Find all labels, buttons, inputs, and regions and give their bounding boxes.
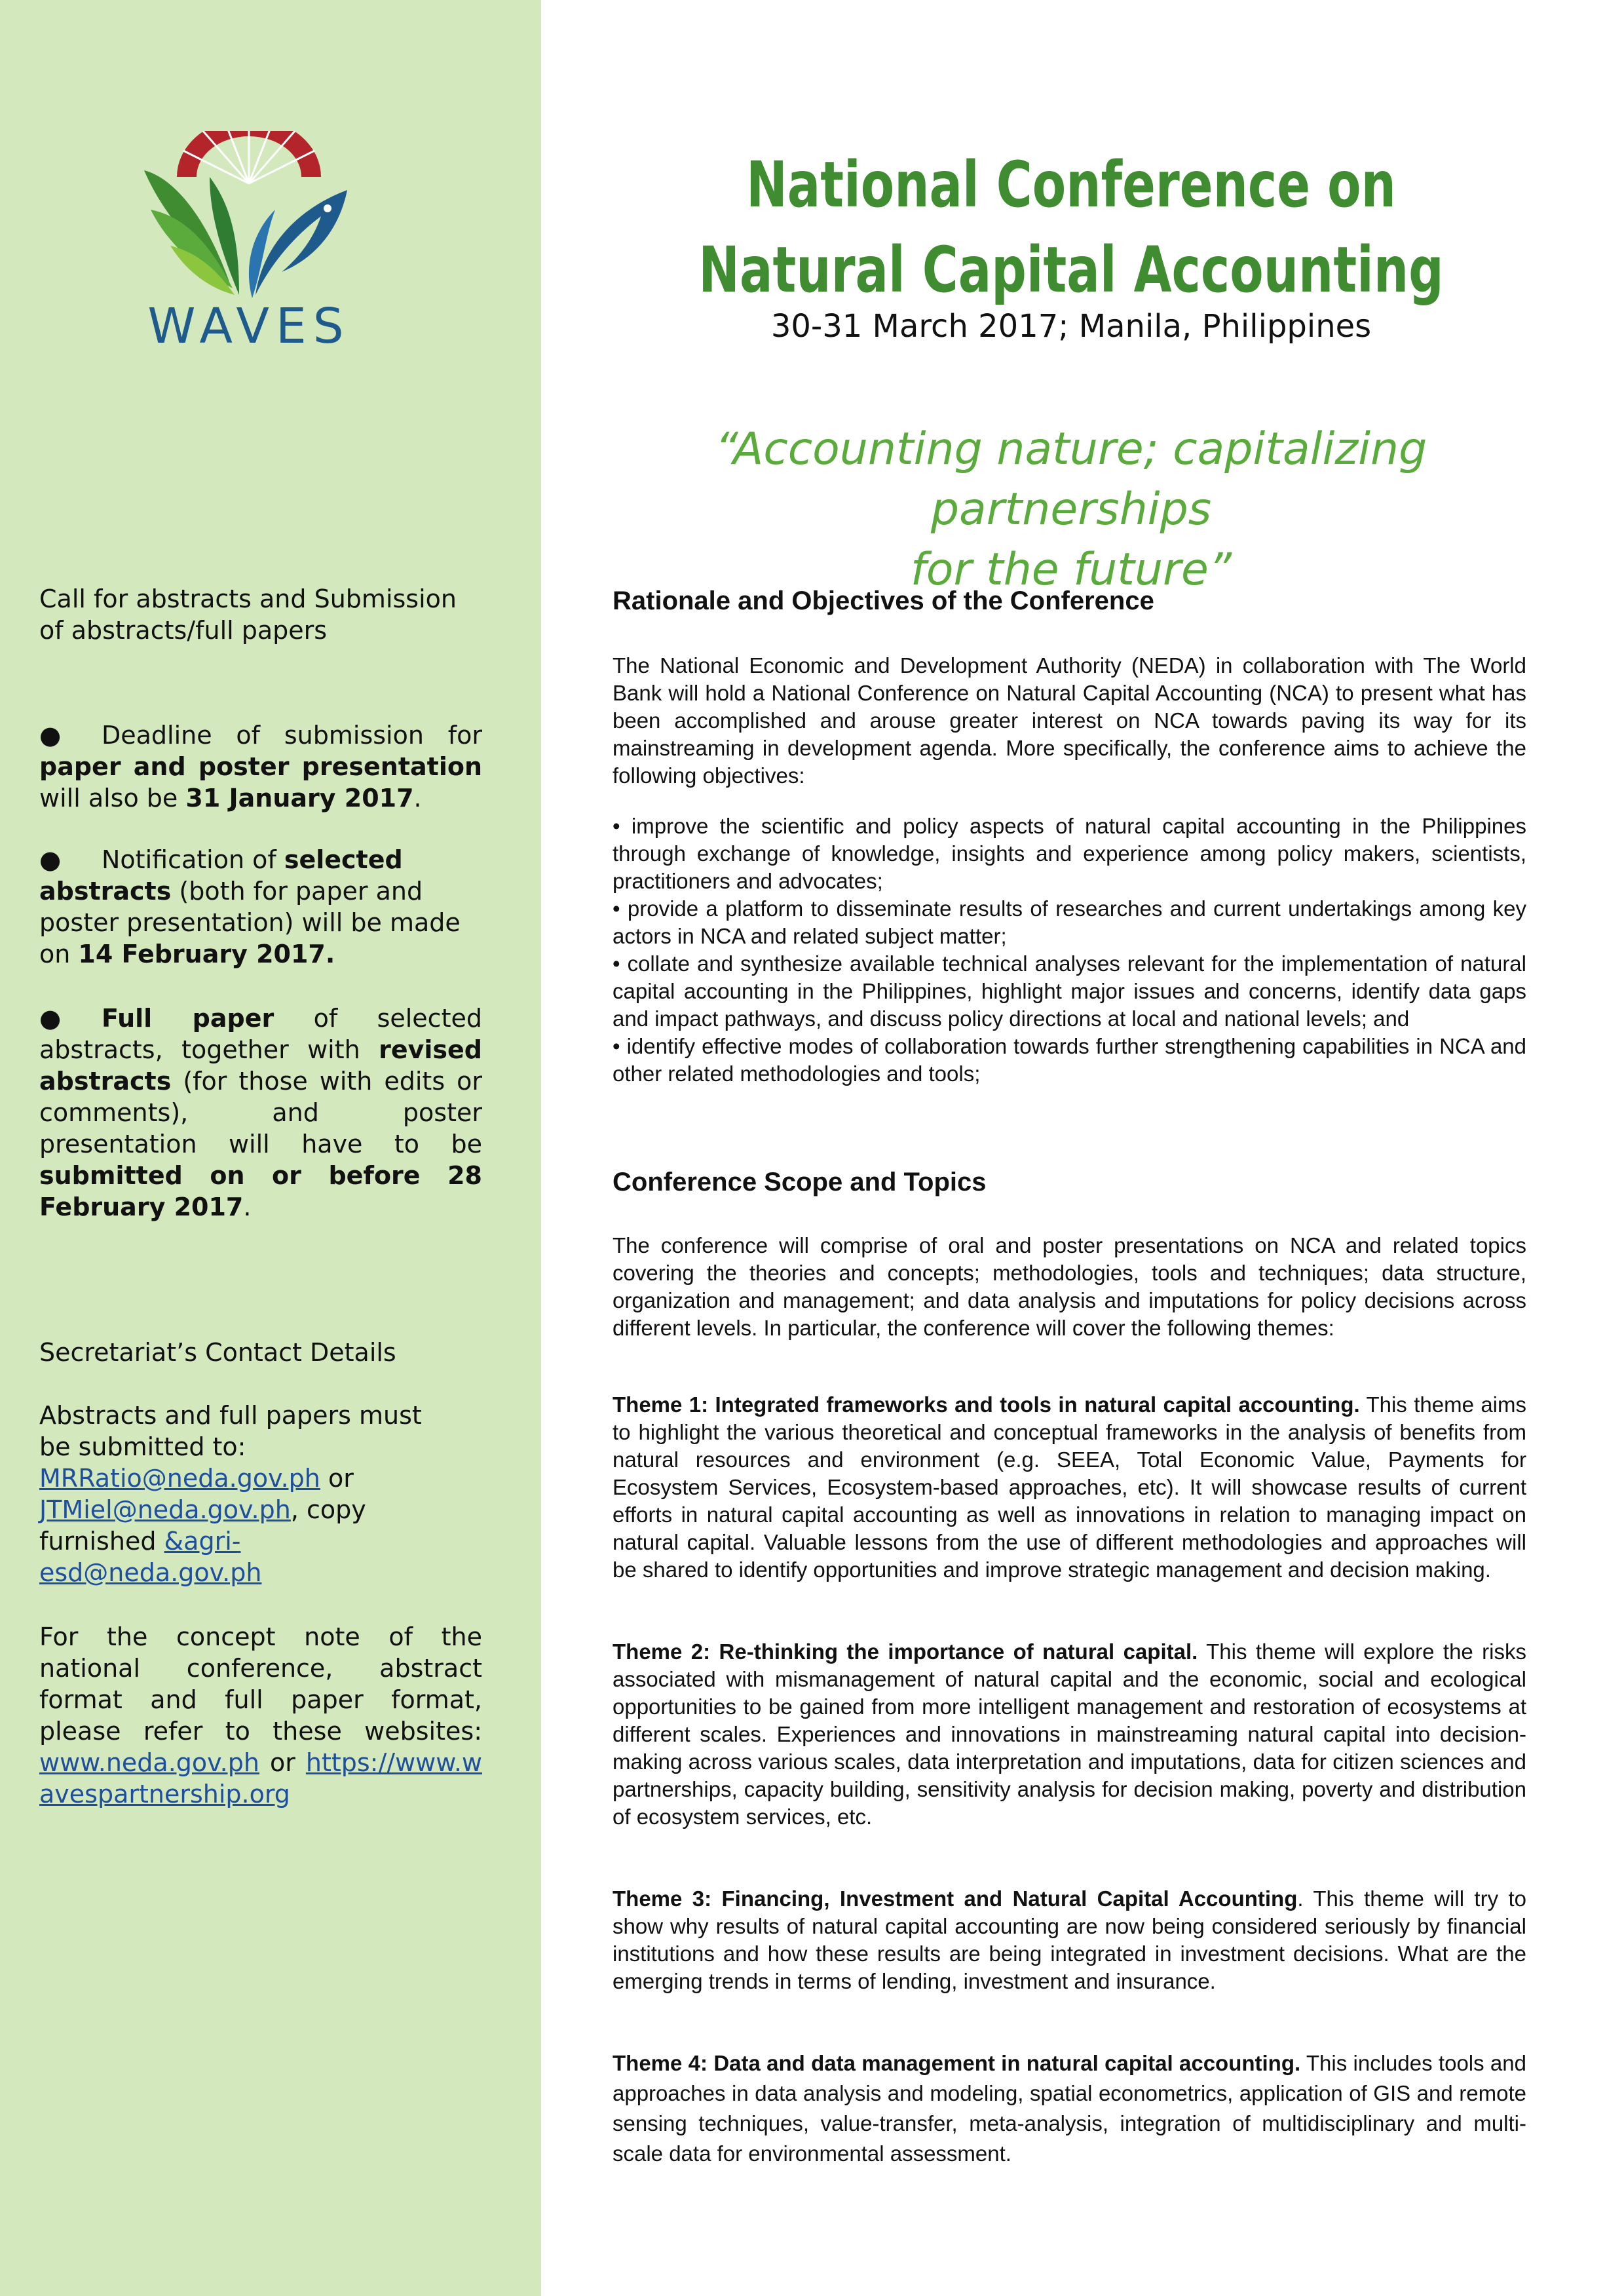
bullet-icon: ● [39, 1004, 62, 1033]
rationale-heading: Rationale and Objectives of the Conference [613, 586, 1154, 615]
notification-text-c: (both for paper and poster presentation) will be made on [39, 877, 461, 968]
theme-title: Theme 4: Data and data management in natural capital accounting. [613, 2051, 1301, 2075]
scope-intro [613, 1232, 1526, 1342]
rationale-intro [613, 652, 1526, 790]
theme-text: This theme aims to highlight the various theoretical and conceptual frameworks in the analysis of benefits from natural resources and environment (e.g. SEEA, Total Economic Value, Payments for Ecosystem Services, Ecosystem-based approaches, etc). It will showcase results of current efforts in natural capital accounting as well as innovations in relation to managing impact on natural capital. Valuable lessons from the use of different methodologies and approaches will be shared to identify opportunities and improve strategic management and decision making. [613, 1392, 1526, 1582]
theme-2 [613, 1638, 1526, 1831]
contact-heading-text: Secretariat’s Contact Details [39, 1338, 396, 1367]
deadline-text-e: . [413, 784, 422, 813]
email-link-3[interactable]: &agri-esd@neda.gov.ph [39, 1527, 262, 1587]
notification-item [39, 844, 482, 970]
bullet-icon: ● [39, 845, 62, 874]
objective-item: • identify effective modes of collaboration towards further strengthening capabilities in NCA and other related methodologies and tools; [613, 1034, 1526, 1086]
slogan-line2: for the future” [910, 544, 1232, 596]
fullpaper-text-c: revised abstracts [39, 1035, 482, 1096]
scope-intro-text: The conference will comprise of oral and poster presentations on NCA and related topics covering the theories and concepts; methodologies, tools and techniques; data structure, organization and management; and data analysis and imputations for policy decisions across different levels. In particular, the conference will cover the following themes: [613, 1233, 1526, 1340]
theme-title: Theme 1: Integrated frameworks and tools in natural capital accounting. [613, 1392, 1360, 1417]
scope-heading: Conference Scope and Topics [613, 1168, 987, 1196]
theme-title: Theme 2: Re-thinking the importance of natural capital. [613, 1639, 1198, 1664]
email-link-1[interactable]: MRRatio@neda.gov.ph [39, 1464, 320, 1493]
theme-text: This includes tools and approaches in data analysis and modeling, spatial econometrics, application of GIS and remote sensing techniques, value-transfer, meta-analysis, integration of multidisciplinary and multi-scale data for environmental assessment. [613, 2051, 1526, 2166]
fullpaper-text-b: of selected abstracts, together with [39, 1004, 482, 1064]
deadline-text-c: will also be [39, 784, 186, 813]
contact-text-a: Abstracts and full papers must be submitted to: [39, 1401, 422, 1461]
contact-text-b: or [320, 1464, 354, 1493]
contact-heading [39, 1337, 482, 1368]
deadline-text-b: paper and poster presentation [39, 752, 482, 781]
conference-title-line1: National Conference on [746, 148, 1396, 221]
fullpaper-date: submitted on or before 28 February 2017 [39, 1161, 482, 1221]
theme-4 [613, 2048, 1526, 2169]
contact-details [39, 1400, 482, 1588]
conference-dates: 30-31 March 2017; Manila, Philippines [770, 308, 1372, 345]
fullpaper-text-d: (for those with edits or comments), and poster presentation will have to be [39, 1067, 482, 1158]
websites-info [39, 1621, 482, 1810]
objective-item: • collate and synthesize available technical analyses relevant for the implementation of natural capital accounting in the Philippines, highlight major issues and concerns, identify data gaps and impact pathways, and discuss policy directions at local and national levels; and [613, 951, 1526, 1031]
bullet-icon: ● [39, 721, 62, 750]
websites-text-b: or [259, 1748, 306, 1777]
full-paper-item [39, 1003, 482, 1223]
deadline-date: 31 January 2017 [185, 784, 414, 813]
rationale-intro-text: The National Economic and Development Authority (NEDA) in collaboration with The World Bank will hold a National Conference on Natural Capital Accounting (NCA) to present what has been accomplished and arouse greater interest on NCA towards paving its way for its mainstreaming in development agenda. More specifically, the conference aims to achieve the following objectives: [613, 653, 1526, 788]
theme-text: . This theme will try to show why results of natural capital accounting are now being considered seriously by financial institutions and how these results are being integrated in investment decisions. What are the emerging trends in terms of lending, investment and insurance. [613, 1886, 1527, 1993]
theme-3 [613, 1885, 1526, 1995]
deadline-item [39, 719, 482, 814]
notification-text-a: Notification of [102, 845, 284, 874]
fullpaper-text-f: . [243, 1193, 252, 1221]
notification-date: 14 February 2017. [78, 940, 335, 968]
website-link-neda[interactable]: www.neda.gov.ph [39, 1748, 259, 1777]
deadline-text-a: Deadline of submission for [102, 721, 482, 750]
objectives-list [613, 813, 1526, 1088]
email-link-2[interactable]: JTMiel@neda.gov.ph [39, 1495, 291, 1524]
logo-wordmark: WAVES [147, 298, 350, 354]
objective-item: • improve the scientific and policy aspects of natural capital accounting in the Philippines through exchange of knowledge, insights and experience among policy makers, scientists, practitioners and advocates; [613, 814, 1526, 893]
theme-title: Theme 3: Financing, Investment and Natural Capital Accounting [613, 1886, 1298, 1911]
notification-text-b: selected abstracts [39, 845, 403, 906]
conference-slogan [590, 419, 1553, 600]
theme-1 [613, 1391, 1526, 1584]
conference-title-line2: Natural Capital Accounting [698, 233, 1444, 307]
theme-text: This theme will explore the risks associated with mismanagement of natural capital and the economic, social and ecological opportunities to be gained from more intelligent management and restoration of ecosystems at different scales. Experiences and innovations in mainstreaming natural capital into decision-making across various scales, data interpretation and imputations, data for citizen sciences and partnerships, capacity building, sensitivity analysis for decision making, poverty and distribution of ecosystem services, etc. [613, 1639, 1527, 1829]
fish-icon [249, 190, 347, 298]
sun-icon [177, 131, 321, 183]
leaves-icon [144, 170, 239, 295]
slogan-line1: “Accounting nature; capitalizing partnerships [715, 423, 1427, 535]
objective-item: • provide a platform to disseminate results of researches and current undertakings among key actors in NCA and related subject matter; [613, 896, 1526, 948]
website-link-waves[interactable]: https://www.wavespartnership.org [39, 1748, 482, 1808]
call-heading-text: Call for abstracts and Submission of abstracts/full papers [39, 584, 457, 645]
websites-text-a: For the concept note of the national conference, abstract format and full paper format, please refer to these websites: [39, 1622, 482, 1746]
fullpaper-text-a: Full paper [102, 1004, 274, 1033]
call-for-abstracts-heading [39, 583, 482, 646]
contact-text-c: , copy furnished [39, 1495, 366, 1556]
